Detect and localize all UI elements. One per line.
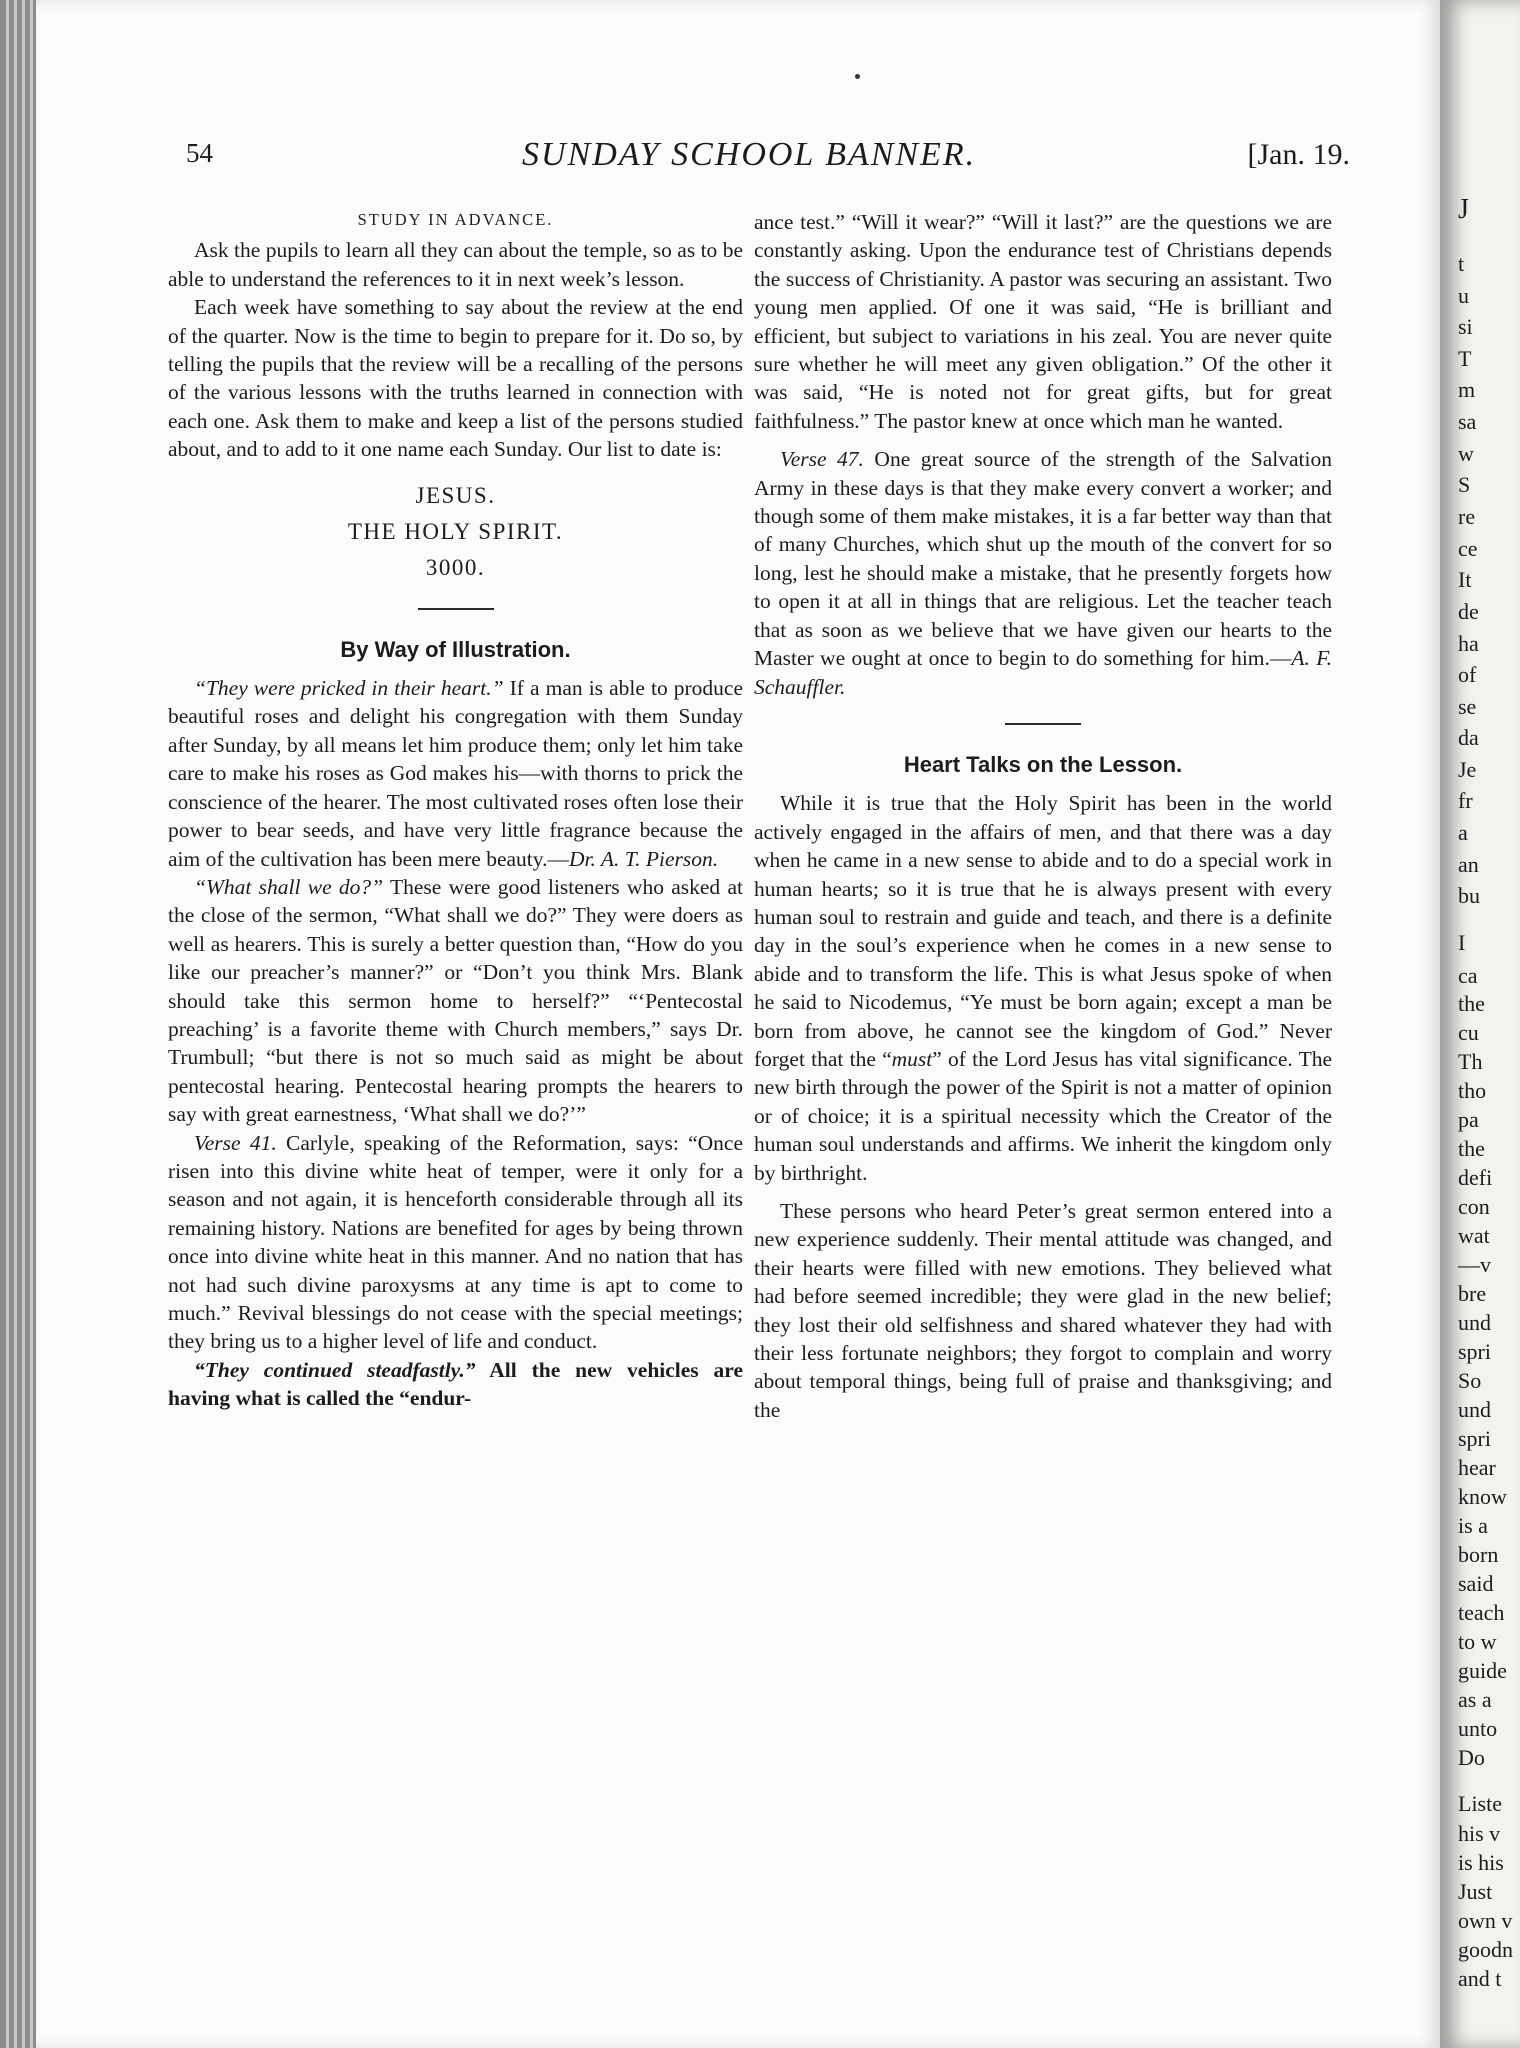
fragment-text: tho	[1458, 1078, 1487, 1103]
fragment-text: t	[1458, 251, 1465, 276]
page-number: 54	[186, 138, 213, 168]
fragment-text: of	[1458, 662, 1477, 687]
paragraph: “They were pricked in their heart.” If a man is able to produce beautiful roses and delight his congregation with them Sunday after Sunday, by all means let him produce them; only let him take care to make his roses as God makes his—with thorns to prick the conscience of the hearer. The most cultivated roses often lose their power to bear seeds, and have very little fragrance because the aim of the cultivation has been mere beauty.—Dr. A. T. Pierson.	[168, 676, 744, 871]
fragment-text: is his	[1458, 1850, 1504, 1875]
fragment-text: sa	[1458, 409, 1477, 434]
list-item: JESUS.	[415, 482, 496, 508]
fragment-text: T	[1458, 346, 1472, 371]
author: A. F. Schauffler.	[754, 646, 1333, 699]
running-title: SUNDAY SCHOOL BANNER.	[522, 136, 977, 173]
fragment-text: ha	[1458, 631, 1479, 656]
fragment-text: the	[1458, 1136, 1485, 1161]
fragment-text: se	[1458, 694, 1477, 719]
section-heading: By Way of Illustration.	[340, 636, 571, 662]
fragment-text: S	[1458, 472, 1471, 497]
section-title: STUDY IN ADVANCE.	[357, 210, 554, 229]
quote: “They continued steadfastly.”	[194, 1357, 476, 1382]
fragment-text: bre	[1458, 1281, 1487, 1306]
divider	[418, 608, 494, 610]
verse-ref: Verse 41.	[194, 1130, 277, 1155]
fragment-text: w	[1458, 441, 1474, 466]
quote: “What shall we do?”	[194, 874, 384, 899]
fragment-text: unto	[1458, 1716, 1498, 1741]
fragment-text: own v	[1458, 1908, 1513, 1933]
fragment-text: So	[1458, 1368, 1482, 1393]
fragment-text: a	[1458, 820, 1468, 845]
fragment-text: to w	[1458, 1629, 1497, 1654]
fragment-text: de	[1458, 599, 1479, 624]
fragment-text: —v	[1458, 1252, 1491, 1277]
fragment-text: born	[1458, 1542, 1499, 1567]
fragment-text: ce	[1458, 536, 1478, 561]
fragment-text: J	[1458, 194, 1469, 225]
fragment-text: con	[1458, 1194, 1490, 1219]
fragment-text: Je	[1458, 757, 1477, 782]
paragraph: These persons who heard Peter’s great sermon entered into a new experience suddenly. Their mental attitude was changed, and their hearts were filled with new emotions. They believed what had before seemed incredible; they were glad in the new belief; they lost their old selfishness and shared whatever they had with their less fortunate neighbors; they forgot to complain and worry about temporal things, being full of praise and thanksgiving; and the	[754, 1199, 1332, 1422]
fragment-text: fr	[1458, 788, 1473, 813]
fragment-text: und	[1458, 1397, 1491, 1422]
page-header	[186, 130, 1350, 180]
fragment-text: cu	[1458, 1020, 1479, 1045]
divider	[1005, 723, 1081, 725]
fragment-text: defi	[1458, 1165, 1493, 1190]
paragraph: Verse 41. Carlyle, speaking of the Reformation, says: “Once risen into this divine white heat of temper, were it only for a season and not again, it is henceforth considerable through all its remaining history. Nations are benefited for ages by being thrown once into divine white heat in this manner. And no nation that has not had such divine paroxysms at any time is apt to come to much.” Revival blessings do not cease with the special meetings; they bring us to a higher level of life and conduct.	[168, 1130, 743, 1354]
left-column	[168, 206, 743, 1413]
fragment-text: u	[1458, 283, 1469, 308]
print-speck	[855, 74, 860, 79]
list-item: 3000.	[425, 554, 486, 580]
fragment-text: Do	[1458, 1745, 1485, 1770]
fragment-text: Th	[1458, 1049, 1483, 1074]
fragment-text: bu	[1458, 883, 1480, 908]
paragraph: “They continued steadfastly.” All the new vehicles are having what is called the “endur-	[168, 1357, 743, 1411]
verse-ref: Verse 47.	[780, 447, 864, 472]
list-item: THE HOLY SPIRIT.	[347, 518, 564, 544]
fragment-text: as a	[1458, 1687, 1492, 1712]
fragment-text: an	[1458, 852, 1479, 877]
fragment-text: Liste	[1458, 1791, 1502, 1816]
fragment-text: goodn	[1458, 1937, 1513, 1962]
right-column	[754, 208, 1332, 1424]
fragment-text: teach	[1458, 1600, 1505, 1625]
quote: “They were pricked in their heart.”	[194, 676, 504, 701]
section-heading: Heart Talks on the Lesson.	[903, 751, 1183, 777]
fragment-text: da	[1458, 725, 1479, 750]
fragment-text: spri	[1458, 1339, 1491, 1364]
fragment-text: said	[1458, 1571, 1494, 1596]
fragment-text: m	[1458, 377, 1476, 402]
fragment-text: wat	[1458, 1223, 1490, 1248]
fragment-text: si	[1458, 314, 1473, 339]
fragment-text: re	[1458, 504, 1476, 529]
fragment-text: his v	[1458, 1821, 1501, 1846]
fragment-text: and t	[1458, 1966, 1502, 1991]
fragment-text: I	[1458, 930, 1466, 955]
fragment-text: hear	[1458, 1455, 1496, 1480]
paragraph: Ask the pupils to learn all they can about the temple, so as to be able to understand the references to it in next week’s lesson.	[168, 238, 743, 291]
paragraph: Each week have something to say about the review at the end of the quarter. Now is the time to begin to prepare for it. Do so, by telling the pupils that the review will be a recalling of the persons of the various lessons with the truths learned in connection with each one. Ask them to make and keep a list of the persons studied about, and to add to it one name each Sunday. Our list to date is:	[168, 295, 743, 462]
paragraph: ance test.” “Will it wear?” “Will it last?” are the questions we are constantly asking. Upon the endurance test of Christians depends the success of Christianity. A pastor was securing an assistant. Two young men applied. Of one it was said, “He is brilliant and efficient, but subject to variations in his zeal. You are never quite sure whether he will meet any given obligation.” Of the other it was said, “He is noted not for great gifts, but for great faithfulness.” The pastor knew at once which man he wanted.	[754, 210, 1332, 433]
fragment-text: pa	[1458, 1107, 1479, 1132]
fragment-text: guide	[1458, 1658, 1507, 1683]
fragment-text: und	[1458, 1310, 1491, 1335]
fragment-text: the	[1458, 991, 1485, 1016]
fragment-text: spri	[1458, 1426, 1491, 1451]
issue-date: [Jan. 19.	[1247, 138, 1350, 171]
fragment-text: is a	[1458, 1513, 1488, 1538]
fragment-text: Just	[1458, 1879, 1493, 1904]
adjacent-page-fragment	[1440, 0, 1520, 2048]
fragment-text: know	[1458, 1484, 1507, 1509]
author: Dr. A. T. Pierson.	[569, 846, 719, 871]
fragment-text: ca	[1458, 963, 1478, 988]
paragraph: “What shall we do?” These were good listeners who asked at the close of the sermon, “What shall we do?” They were doers as well as hearers. This is surely a better question than, “How do you like our preacher’s manner?” or “Don’t you think Mrs. Blank should take this sermon home to herself?” “‘Pentecostal preaching’ is a favorite theme with Church members,” says Dr. Trumbull; “but there is not so much said as might be about pentecostal hearing. Pentecostal hearing prompts the hearers to say with great earnestness, ‘What shall we do?’”	[168, 874, 743, 1127]
fragment-text: It	[1458, 567, 1472, 592]
paragraph: While it is true that the Holy Spirit has been in the world actively engaged in the affairs of men, and that there was a day when he came in a new sense to abide and to do a special work in human hearts; so it is true that he is always present with every human soul to restrain and guide and teach, and there is a definite day in the soul’s experience when he comes in a new sense to abide and to transform the life. This is what Jesus spoke of when he said to Nicodemus, “Ye must be born again; except a man be born from above, he cannot see the kingdom of God.” Never forget that the “must” of the Lord Jesus has vital significance. The new birth through the power of the Spirit is not a matter of opinion or of choice; it is a spiritual necessity which the Creator of the human soul understands and affirms. We inherit the kingdom only by birthright.	[754, 791, 1333, 1185]
paragraph: Verse 47. One great source of the strength of the Salvation Army in these days is that they make every convert a worker; and though some of them make mistakes, it is a far better way than that of many Churches, which shut up the mouth of the convert for so long, lest he should make a mistake, that he presently forgets how to open it at all in things that are religious. Let the teacher teach that as soon as we believe that we have given our hearts to the Master we ought at once to begin to do something for him.—A. F. Schauffler.	[754, 447, 1333, 699]
